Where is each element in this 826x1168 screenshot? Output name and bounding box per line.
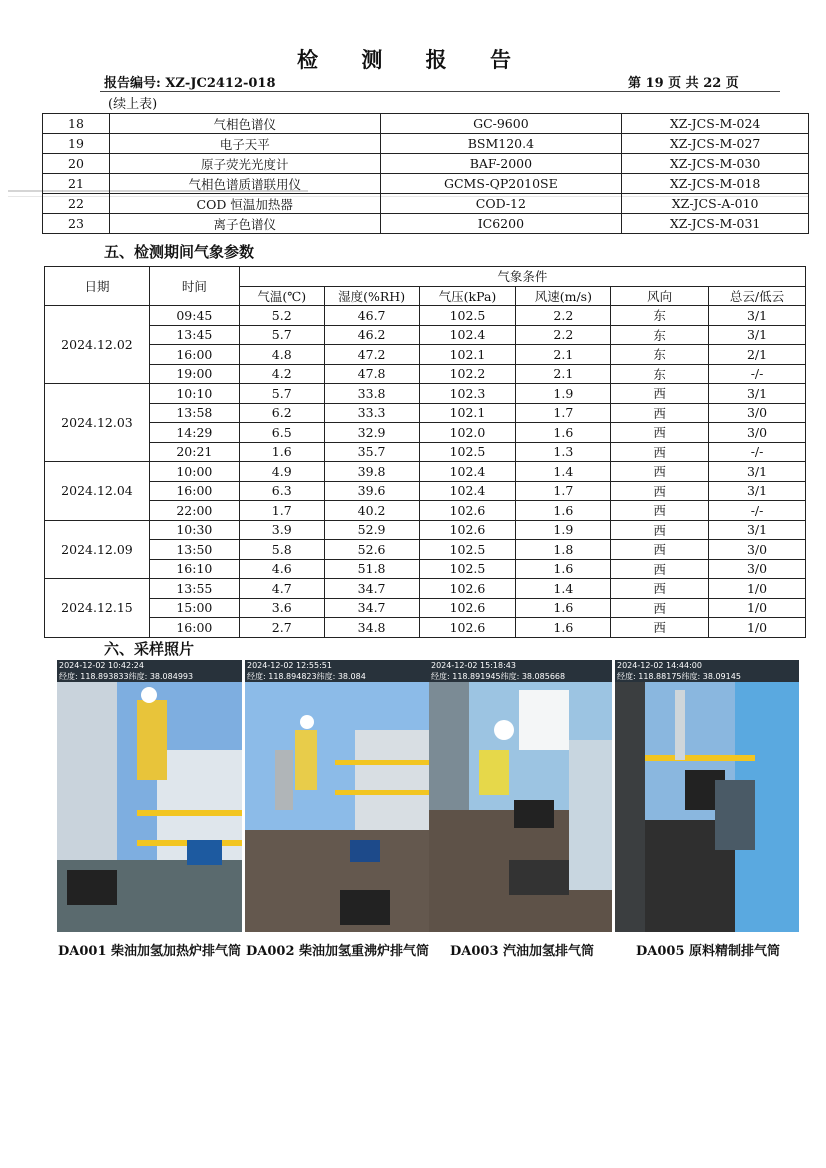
weather-cloud: 3/1 [709,520,806,540]
photo-caption-1: DA001 柴油加氢加热炉排气筒 [58,944,242,959]
weather-cloud: 3/1 [709,306,806,326]
weather-windspeed: 1.9 [516,520,611,540]
weather-temp: 3.9 [239,520,324,540]
weather-date: 2024.12.09 [45,520,150,579]
col-temp-header: 气温(℃) [239,286,324,306]
weather-date: 2024.12.03 [45,384,150,462]
weather-humidity: 34.7 [324,579,419,599]
weather-winddir: 东 [611,306,709,326]
weather-winddir: 西 [611,481,709,501]
weather-cloud: 3/1 [709,481,806,501]
equipment-code: XZ-JCS-M-027 [622,134,809,154]
equipment-row [43,154,809,174]
weather-humidity: 47.8 [324,364,419,384]
weather-humidity: 35.7 [324,442,419,462]
equipment-code: XZ-JCS-M-030 [622,154,809,174]
weather-humidity: 33.8 [324,384,419,404]
photo-4-stamp: 2024-12-02 14:44:00 经度: 118.88175纬度: 38.09145 [615,660,799,682]
weather-cloud: 3/0 [709,403,806,423]
weather-pressure: 102.4 [419,462,516,482]
weather-time: 16:00 [149,618,239,638]
weather-pressure: 102.6 [419,618,516,638]
equipment-model: BSM120.4 [380,134,622,154]
equipment-row [43,134,809,154]
weather-winddir: 西 [611,403,709,423]
weather-pressure: 102.3 [419,384,516,404]
weather-humidity: 46.2 [324,325,419,345]
equipment-row [43,114,809,134]
weather-windspeed: 2.1 [516,364,611,384]
weather-pressure: 102.1 [419,345,516,365]
weather-temp: 6.3 [239,481,324,501]
photo-3-scene [429,660,612,932]
equipment-name: 气相色谱仪 [109,114,380,134]
weather-windspeed: 1.7 [516,481,611,501]
equipment-no: 20 [43,154,110,174]
report-number [104,72,276,91]
weather-winddir: 西 [611,501,709,521]
weather-cloud: 3/0 [709,559,806,579]
weather-pressure: 102.4 [419,481,516,501]
weather-cloud: 3/0 [709,423,806,443]
weather-pressure: 102.6 [419,501,516,521]
equipment-no: 23 [43,214,110,234]
weather-row [45,618,806,638]
equipment-code: XZ-JCS-M-031 [622,214,809,234]
weather-winddir: 西 [611,423,709,443]
weather-time: 22:00 [149,501,239,521]
weather-humidity: 52.9 [324,520,419,540]
weather-time: 19:00 [149,364,239,384]
weather-windspeed: 1.7 [516,403,611,423]
weather-row [45,403,806,423]
weather-row [45,540,806,560]
weather-time: 13:58 [149,403,239,423]
weather-windspeed: 2.1 [516,345,611,365]
weather-temp: 6.5 [239,423,324,443]
weather-pressure: 102.6 [419,598,516,618]
equipment-model: GCMS-QP2010SE [380,174,622,194]
weather-row [45,598,806,618]
weather-row [45,423,806,443]
sampling-photo-2 [245,660,429,932]
weather-temp: 5.7 [239,384,324,404]
continued-label: (续上表) [108,97,158,112]
photo-caption-3: DA003 汽油加氢排气筒 [450,944,595,959]
weather-cloud: 3/1 [709,384,806,404]
equipment-name: 原子荧光光度计 [109,154,380,174]
weather-time: 13:50 [149,540,239,560]
equipment-name: 气相色谱质谱联用仪 [109,174,380,194]
weather-cloud: 1/0 [709,618,806,638]
weather-row [45,325,806,345]
weather-cloud: -/- [709,364,806,384]
page-info: 第 19 页 共 22 页 [628,76,739,91]
weather-windspeed: 1.9 [516,384,611,404]
weather-row [45,442,806,462]
weather-pressure: 102.1 [419,403,516,423]
weather-winddir: 西 [611,540,709,560]
photo-3-stamp: 2024-12-02 15:18:43 经度: 118.891945纬度: 38.085668 [429,660,612,682]
weather-winddir: 东 [611,345,709,365]
weather-windspeed: 1.8 [516,540,611,560]
col-humidity-header: 湿度(%RH) [324,286,419,306]
weather-table [44,266,806,638]
weather-pressure: 102.5 [419,540,516,560]
weather-temp: 5.2 [239,306,324,326]
weather-windspeed: 2.2 [516,306,611,326]
weather-humidity: 32.9 [324,423,419,443]
weather-time: 15:00 [149,598,239,618]
equipment-name: 电子天平 [109,134,380,154]
weather-cloud: 3/1 [709,462,806,482]
weather-cloud: 3/0 [709,540,806,560]
weather-row [45,306,806,326]
weather-winddir: 西 [611,618,709,638]
weather-winddir: 西 [611,442,709,462]
weather-temp: 4.8 [239,345,324,365]
sampling-photo-4 [615,660,799,932]
photo-4-scene [615,660,799,932]
equipment-model: IC6200 [380,214,622,234]
weather-winddir: 东 [611,364,709,384]
weather-temp: 4.2 [239,364,324,384]
weather-winddir: 西 [611,598,709,618]
photo-caption-4: DA005 原料精制排气筒 [636,944,781,959]
col-date-header: 日期 [45,267,150,306]
photo-1-scene [57,660,242,932]
weather-time: 16:00 [149,345,239,365]
equipment-code: XZ-JCS-A-010 [622,194,809,214]
weather-pressure: 102.5 [419,559,516,579]
report-number-label: 报告编号: [104,76,161,91]
weather-time: 20:21 [149,442,239,462]
equipment-model: COD-12 [380,194,622,214]
weather-time: 16:00 [149,481,239,501]
weather-pressure: 102.6 [419,520,516,540]
weather-windspeed: 1.3 [516,442,611,462]
weather-temp: 5.7 [239,325,324,345]
weather-temp: 1.7 [239,501,324,521]
weather-winddir: 西 [611,384,709,404]
sampling-photo-1 [57,660,242,932]
weather-time: 16:10 [149,559,239,579]
weather-pressure: 102.5 [419,306,516,326]
equipment-table [42,113,809,234]
weather-time: 13:45 [149,325,239,345]
photo-strip [57,660,799,932]
weather-pressure: 102.0 [419,423,516,443]
weather-time: 10:10 [149,384,239,404]
weather-humidity: 52.6 [324,540,419,560]
equipment-name: 离子色谱仪 [109,214,380,234]
weather-date: 2024.12.15 [45,579,150,638]
weather-humidity: 39.8 [324,462,419,482]
weather-cloud: 2/1 [709,345,806,365]
weather-time: 14:29 [149,423,239,443]
weather-pressure: 102.2 [419,364,516,384]
equipment-no: 22 [43,194,110,214]
weather-cloud: 1/0 [709,579,806,599]
weather-winddir: 西 [611,579,709,599]
weather-windspeed: 1.6 [516,423,611,443]
weather-pressure: 102.4 [419,325,516,345]
weather-row [45,462,806,482]
section6-title: 六、采样照片 [104,640,195,658]
weather-time: 10:00 [149,462,239,482]
weather-humidity: 47.2 [324,345,419,365]
weather-temp: 4.6 [239,559,324,579]
weather-temp: 4.7 [239,579,324,599]
weather-windspeed: 1.4 [516,462,611,482]
weather-winddir: 西 [611,559,709,579]
weather-humidity: 51.8 [324,559,419,579]
weather-windspeed: 1.6 [516,559,611,579]
weather-pressure: 102.6 [419,579,516,599]
weather-row [45,345,806,365]
equipment-row [43,214,809,234]
col-time-header: 时间 [149,267,239,306]
weather-time: 10:30 [149,520,239,540]
weather-row [45,384,806,404]
equipment-no: 21 [43,174,110,194]
weather-row [45,364,806,384]
weather-windspeed: 1.6 [516,618,611,638]
report-number-value: XZ-JC2412-018 [165,76,276,91]
weather-date: 2024.12.04 [45,462,150,521]
equipment-code: XZ-JCS-M-018 [622,174,809,194]
weather-temp: 1.6 [239,442,324,462]
weather-cloud: 1/0 [709,598,806,618]
weather-row [45,579,806,599]
photo-1-stamp: 2024-12-02 10:42:24 经度: 118.893833纬度: 38.084993 [57,660,242,682]
equipment-code: XZ-JCS-M-024 [622,114,809,134]
weather-windspeed: 2.2 [516,325,611,345]
weather-humidity: 34.7 [324,598,419,618]
weather-time: 09:45 [149,306,239,326]
weather-cloud: -/- [709,501,806,521]
weather-winddir: 东 [611,325,709,345]
col-group-header: 气象条件 [239,267,805,287]
weather-windspeed: 1.6 [516,598,611,618]
weather-row [45,501,806,521]
photo-caption-2: DA002 柴油加氢重沸炉排气筒 [246,944,430,959]
page-title: 检 测 报 告 [297,47,529,72]
weather-row [45,559,806,579]
equipment-row [43,174,809,194]
equipment-model: GC-9600 [380,114,622,134]
weather-windspeed: 1.4 [516,579,611,599]
weather-temp: 5.8 [239,540,324,560]
weather-temp: 6.2 [239,403,324,423]
photo-2-scene [245,660,429,932]
weather-temp: 3.6 [239,598,324,618]
equipment-name: COD 恒温加热器 [109,194,380,214]
weather-time: 13:55 [149,579,239,599]
equipment-model: BAF-2000 [380,154,622,174]
sampling-photo-3 [429,660,612,932]
col-winddir-header: 风向 [611,286,709,306]
photo-2-stamp: 2024-12-02 12:55:51 经度: 118.894823纬度: 38.084 [245,660,429,682]
col-pressure-header: 气压(kPa) [419,286,516,306]
section5-title: 五、检测期间气象参数 [104,243,255,261]
weather-humidity: 34.8 [324,618,419,638]
weather-date: 2024.12.02 [45,306,150,384]
header-divider [100,91,780,92]
weather-temp: 4.9 [239,462,324,482]
weather-pressure: 102.5 [419,442,516,462]
weather-winddir: 西 [611,520,709,540]
equipment-no: 19 [43,134,110,154]
weather-humidity: 33.3 [324,403,419,423]
weather-cloud: -/- [709,442,806,462]
weather-humidity: 39.6 [324,481,419,501]
weather-temp: 2.7 [239,618,324,638]
weather-row [45,481,806,501]
weather-row [45,520,806,540]
weather-winddir: 西 [611,462,709,482]
equipment-row [43,194,809,214]
equipment-no: 18 [43,114,110,134]
col-windspeed-header: 风速(m/s) [516,286,611,306]
weather-humidity: 40.2 [324,501,419,521]
col-cloud-header: 总云/低云 [709,286,806,306]
weather-windspeed: 1.6 [516,501,611,521]
weather-cloud: 3/1 [709,325,806,345]
weather-humidity: 46.7 [324,306,419,326]
